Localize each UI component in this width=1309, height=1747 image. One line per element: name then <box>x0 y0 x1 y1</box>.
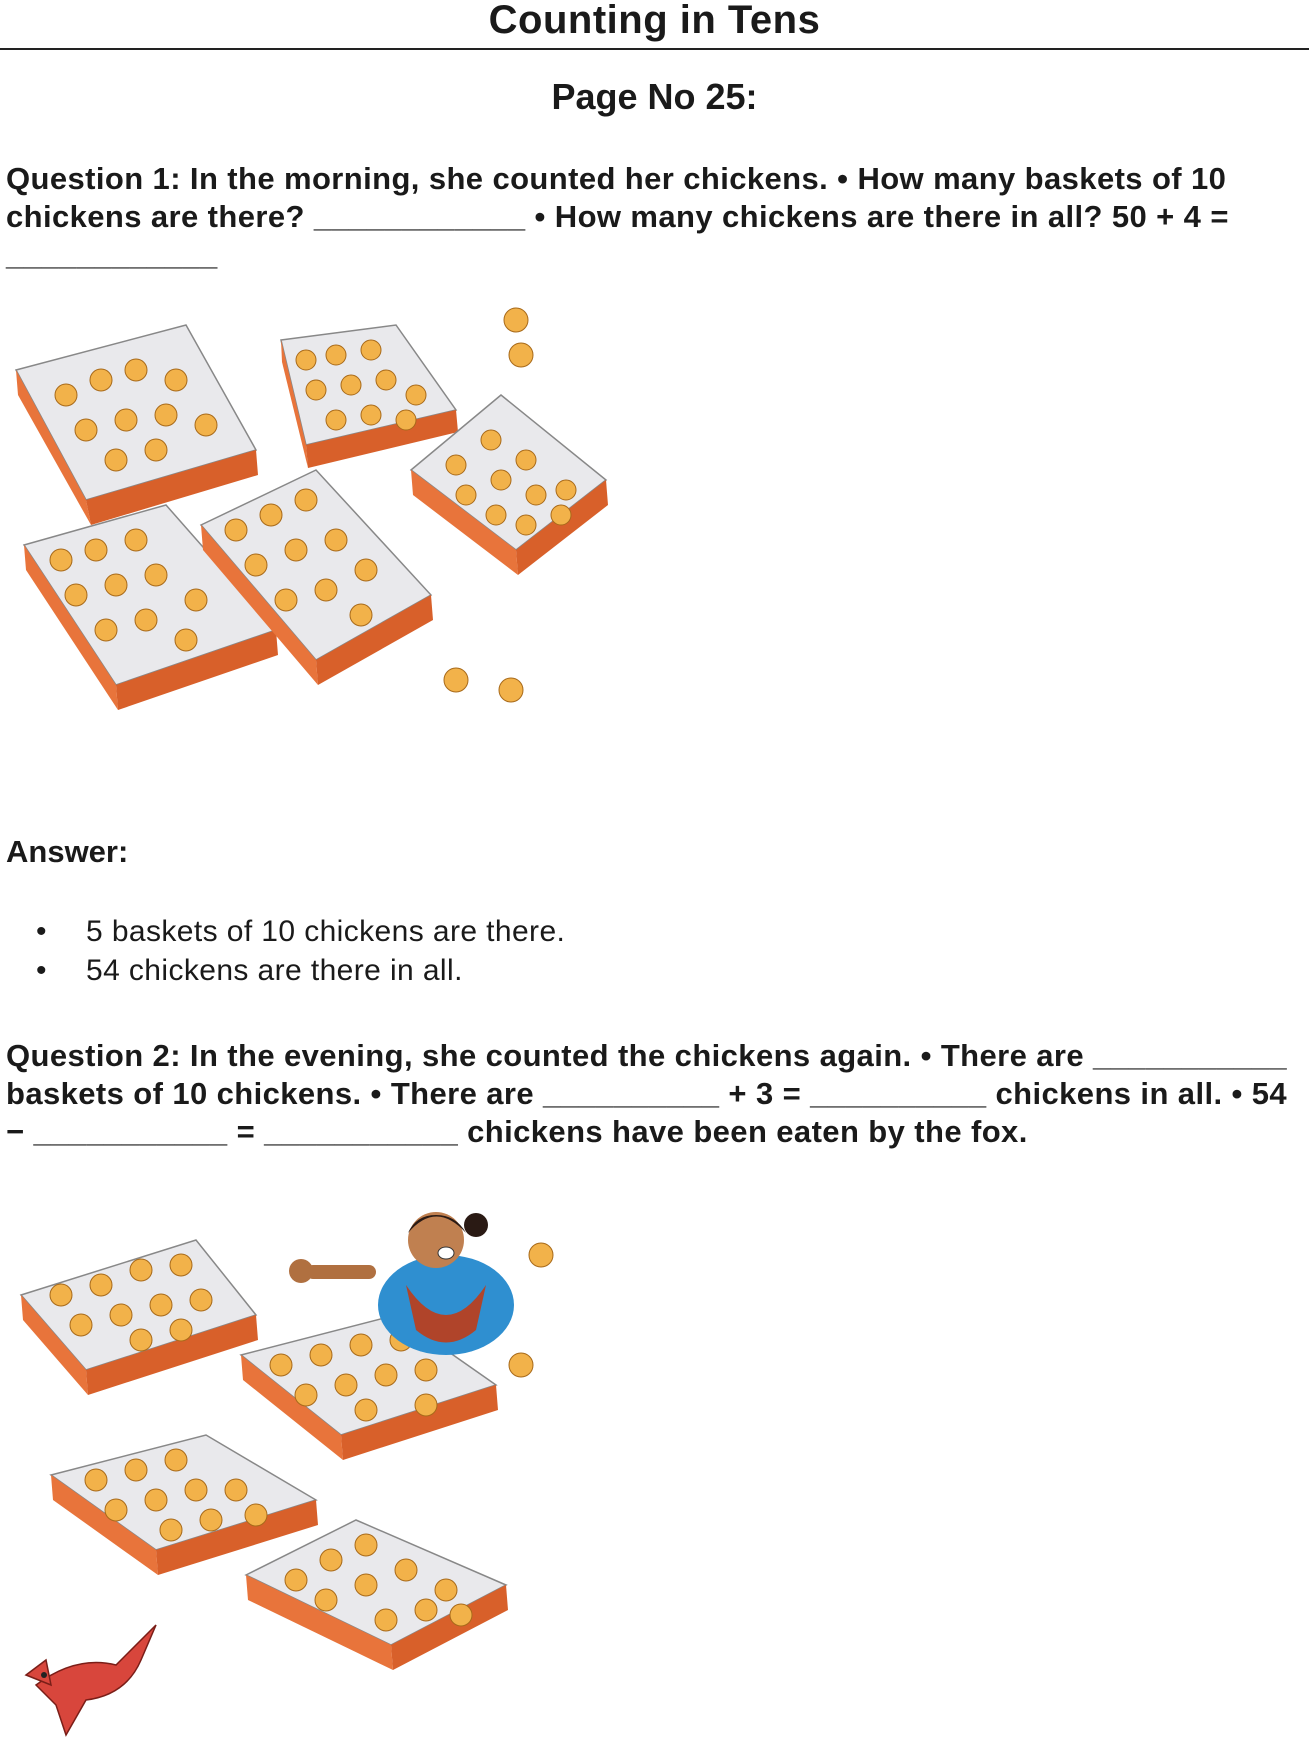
answer-1-label: Answer: <box>6 834 129 869</box>
page-number-heading: Page No 25: <box>551 76 758 117</box>
answer-1-list <box>6 912 565 990</box>
answer-1-item-2: 54 chickens are there in all. <box>86 954 463 987</box>
title-divider <box>0 48 1309 50</box>
chicken-baskets-illustration <box>6 300 626 760</box>
bullet: • <box>36 915 47 948</box>
list-item <box>6 951 565 990</box>
bullet: • <box>36 954 47 987</box>
question-2-text: Question 2: In the evening, she counted the chickens again. • There are ___________ baskets of 10 chickens. • There are __________ + 3 = __________ chickens in all. • 54 − ___________ = ___________ chickens have been eaten by the fox. <box>6 1038 1288 1149</box>
woman-chickens-fox-illustration <box>6 1205 586 1745</box>
list-item <box>6 912 565 951</box>
basket-1 <box>16 325 258 525</box>
fox-figure <box>26 1625 156 1735</box>
page-title: Counting in Tens <box>488 0 821 42</box>
answer-1-item-1: 5 baskets of 10 chickens are there. <box>86 915 566 948</box>
question-1-text: Question 1: In the morning, she counted her chickens. • How many baskets of 10 chickens are there? ____________ • How many chickens are there in all? 50 + 4 = ____________ <box>6 161 1229 272</box>
